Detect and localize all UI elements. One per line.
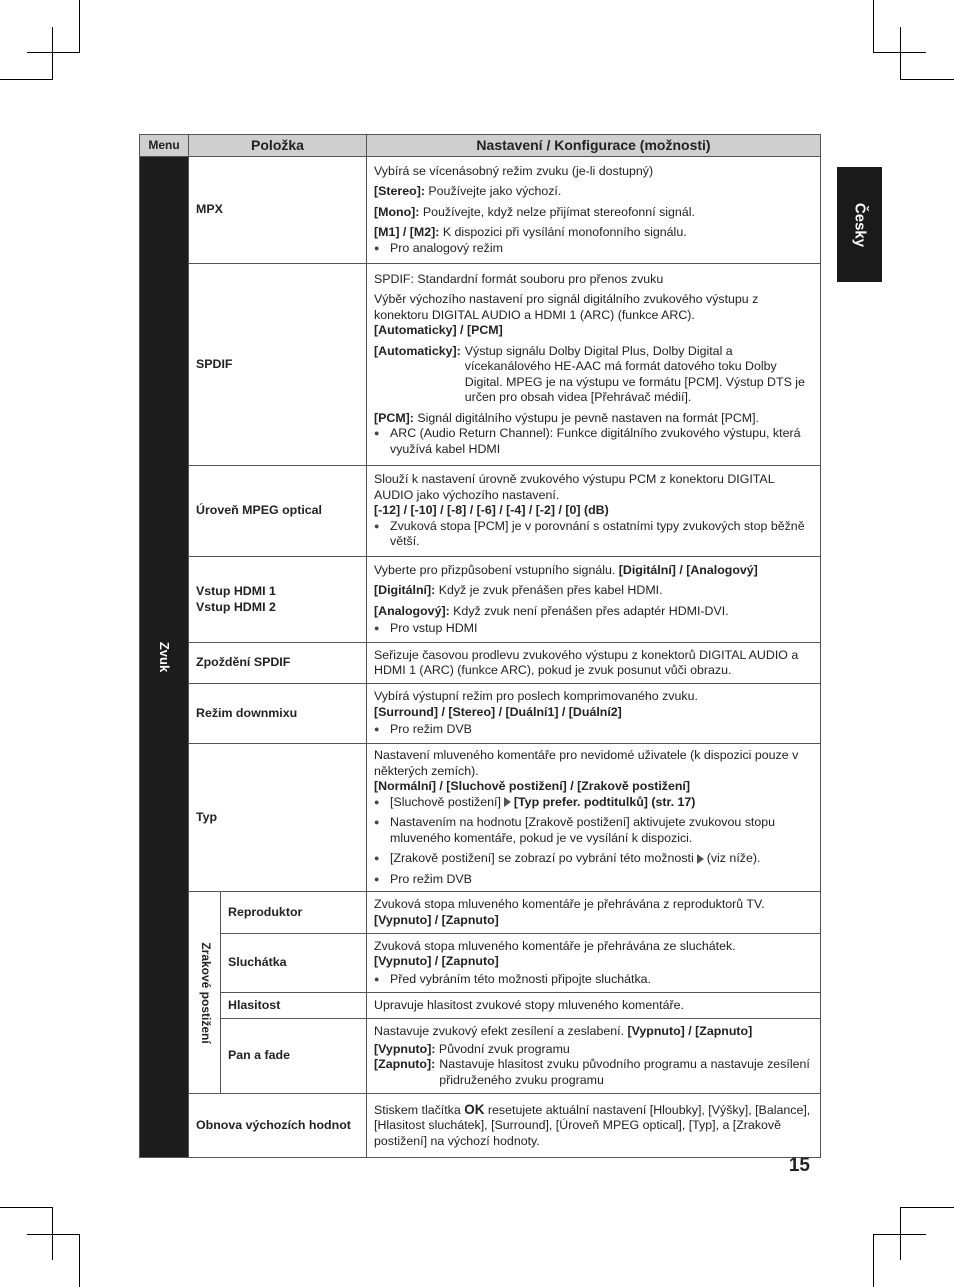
bullet-note: ● Pro analogový režim — [374, 241, 813, 257]
bullet-note: ● [Sluchově postižení] [Typ prefer. podtitulků] (str. 17) — [374, 795, 813, 811]
table-row — [140, 1094, 821, 1158]
crop-mark — [0, 1207, 52, 1208]
crop-mark — [27, 1234, 80, 1235]
table-row — [140, 744, 821, 892]
item-hdmi-input: Vstup HDMI 1 Vstup HDMI 2 — [189, 557, 367, 643]
item-spdif: SPDIF — [189, 264, 367, 466]
table-row — [140, 466, 821, 557]
desc-spdif — [367, 264, 821, 466]
desc-text: Zvuková stopa mluveného komentáře je přehrávána ze sluchátek. [Vypnuto] / [Zapnuto] — [374, 938, 736, 969]
crop-mark — [0, 79, 52, 80]
desc-mpx — [367, 157, 821, 264]
desc-mpeg-optical — [367, 466, 821, 557]
ok-key-label: OK — [464, 1101, 485, 1117]
menu-label: Zvuk — [156, 641, 172, 673]
desc-text: Nastavuje zvukový efekt zesílení a zeslabení. [Vypnuto] / [Zapnuto] — [374, 1024, 753, 1038]
desc-speaker: Zvuková stopa mluveného komentáře je přehrávána z reproduktorů TV. [Vypnuto] / [Zapnuto] — [367, 892, 821, 934]
desc-headphones — [367, 934, 821, 993]
header-settings: Nastavení / Konfigurace (možnosti) — [367, 135, 821, 157]
desc-text: [Analogový]: Když zvuk není přenášen přes adaptér HDMI-DVI. — [374, 603, 729, 618]
subgroup-visually-impaired — [189, 892, 221, 1094]
crop-mark — [873, 1234, 874, 1287]
bullet-note: ● Pro režim DVB — [374, 722, 813, 738]
desc-text: [PCM]: Signál digitálního výstupu je pevně nastaven na formát [PCM]. — [374, 410, 759, 425]
table-row — [140, 892, 821, 934]
item-pan-fade: Pan a fade — [221, 1019, 367, 1094]
crop-mark — [52, 27, 53, 80]
desc-text: [Digitální]: Když je zvuk přenášen přes kabel HDMI. — [374, 583, 663, 597]
crop-mark — [900, 27, 901, 80]
desc-text: Nastavení mluveného komentáře pro nevidomé uživatele (k dispozici pouze v některých zemích). [Normální] / [Sluchově postižení] / [Zrakově postižení] — [374, 748, 799, 793]
table-row — [140, 934, 821, 993]
subgroup-label: Zrakové postižení — [198, 941, 213, 1044]
page-number: 15 — [788, 1155, 810, 1176]
table-row — [140, 1019, 821, 1094]
crop-mark — [79, 0, 80, 52]
desc-hdmi-input — [367, 557, 821, 643]
desc-text: Vyberte pro přizpůsobení vstupního signálu. [Digitální] / [Analogový] — [374, 562, 758, 577]
desc-typ — [367, 744, 821, 892]
crop-mark — [873, 1234, 926, 1235]
desc-spdif-delay: Seřizuje časovou prodlevu zvukového výstupu z konektorů DIGITAL AUDIO a HDMI 1 (ARC) (funkce ARC), pokud je zvuk posunut vůči obrazu. — [367, 643, 821, 684]
table-row — [140, 557, 821, 643]
bullet-note: ● [Zrakově postižení] se zobrazí po vybrání této možnosti (viz níže). — [374, 851, 813, 867]
desc-text: [Vypnuto]: Původní zvuk programu — [374, 1041, 570, 1056]
arrow-right-icon — [504, 797, 511, 807]
crop-mark — [900, 79, 954, 80]
bullet-note: ● Před vybráním této možnosti připojte sluchátka. — [374, 972, 813, 988]
desc-reset-defaults: Stiskem tlačítka OK resetujete aktuální nastavení [Hloubky], [Výšky], [Balance], [Hlasitost sluchátek], [Surround], [Úroveň MPEG optical], [Typ], a [Zrakově postižení] na výchozí hodnoty. — [367, 1094, 821, 1158]
settings-table — [139, 134, 821, 1158]
table-row — [140, 684, 821, 744]
item-spdif-delay: Zpoždění SPDIF — [189, 643, 367, 684]
crop-mark — [27, 52, 80, 53]
item-reset-defaults: Obnova výchozích hodnot — [189, 1094, 367, 1158]
arrow-right-icon — [697, 854, 704, 864]
desc-text: [M1] / [M2]: K dispozici při vysílání monofonního signálu. — [374, 225, 687, 240]
table-row — [140, 264, 821, 466]
bullet-note: ● Zvuková stopa [PCM] je v porovnání s ostatními typy zvukových stop běžně větší. — [374, 519, 813, 550]
table-row — [140, 643, 821, 684]
table-row — [140, 157, 821, 264]
item-headphones: Sluchátka — [221, 934, 367, 993]
language-tab-label: Česky — [851, 202, 868, 247]
desc-volume: Upravuje hlasitost zvukové stopy mluveného komentáře. — [367, 993, 821, 1019]
header-menu: Menu — [140, 135, 189, 157]
desc-downmix — [367, 684, 821, 744]
language-tab — [837, 167, 882, 282]
item-mpeg-optical: Úroveň MPEG optical — [189, 466, 367, 557]
desc-text: [Stereo]: Používejte jako výchozí. — [374, 184, 562, 199]
bullet-note: ● Nastavením na hodnotu [Zrakově postižení] aktivujete zvukovou stopu mluveného komentáře, pokud je ve vysílání k dispozici. — [374, 815, 813, 846]
desc-text: Slouží k nastavení úrovně zvukového výstupu PCM z konektoru DIGITAL AUDIO jako výchozího nastavení. [-12] / [-10] / [-8] / [-6] / [-4] / [-2] / [0] (dB) — [374, 472, 775, 518]
item-volume: Hlasitost — [221, 993, 367, 1019]
desc-text: SPDIF: Standardní formát souboru pro přenos zvuku — [374, 271, 664, 286]
menu-column — [140, 157, 189, 1158]
desc-text: [Zapnuto]: Nastavuje hlasitost zvuku původního programu a nastavuje zesílení přidruženého zvuku programu — [374, 1057, 810, 1087]
desc-text: [Mono]: Používejte, když nelze přijímat stereofonní signál. — [374, 204, 695, 219]
bullet-note: ● Pro vstup HDMI — [374, 621, 813, 637]
item-typ: Typ — [189, 744, 367, 892]
bullet-note: ● ARC (Audio Return Channel): Funkce digitálního zvukového výstupu, která využívá kabel HDMI — [374, 426, 813, 457]
desc-text: Vybírá výstupní režim pro poslech komprimovaného zvuku. [Surround] / [Stereo] / [Duální1] / [Duální2] — [374, 689, 698, 719]
item-speaker: Reproduktor — [221, 892, 367, 934]
bullet-note: ● Pro režim DVB — [374, 872, 813, 888]
crop-mark — [873, 0, 874, 52]
desc-text: Výběr výchozího nastavení pro signál digitálního zvukového výstupu z konektoru DIGITAL AUDIO a HDMI 1 (ARC) (funkce ARC). [Automaticky] / [PCM] — [374, 292, 759, 338]
crop-mark — [79, 1234, 80, 1287]
table-header — [140, 135, 821, 157]
header-item: Položka — [189, 135, 367, 157]
table-row — [140, 993, 821, 1019]
item-mpx: MPX — [189, 157, 367, 264]
desc-pan-fade — [367, 1019, 821, 1094]
crop-mark — [900, 1207, 954, 1208]
desc-text: [Automaticky]: Výstup signálu Dolby Digital Plus, Dolby Digital a vícekanálového HE-AAC má formát datového toku Dolby Digital. MPEG je na výstupu ve formátu [PCM]. Výstup DTS je určen pro obsah videa [Přehrávač médií]. — [374, 343, 805, 405]
item-downmix: Režim downmixu — [189, 684, 367, 744]
desc-text: Vybírá se vícenásobný režim zvuku (je-li dostupný) — [374, 163, 654, 178]
